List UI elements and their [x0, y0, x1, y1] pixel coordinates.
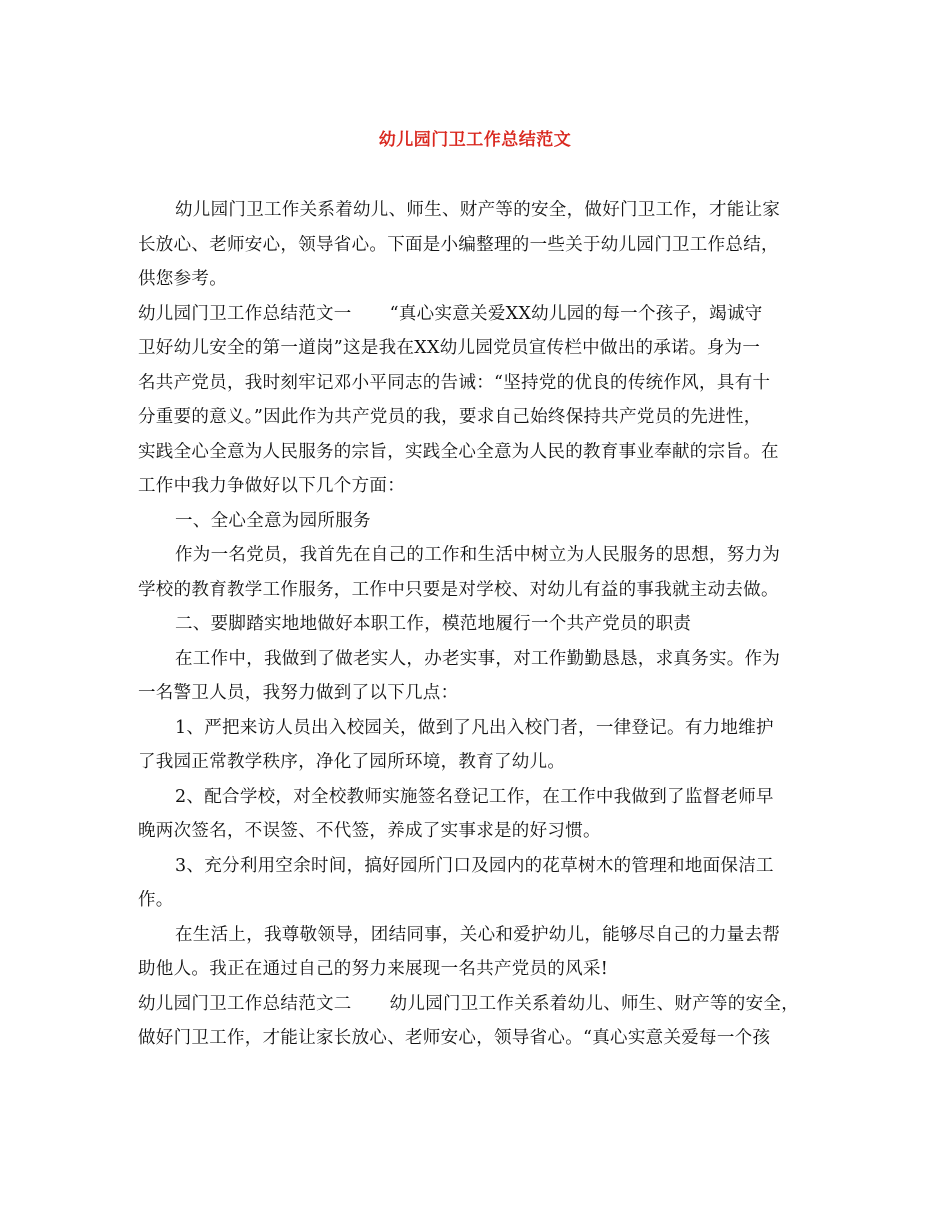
- list-item-line: 2、配合学校，对全校教师实施签名登记工作，在工作中我做到了监督老师早: [175, 786, 774, 807]
- paragraph-line: 名共产党员，我时刻牢记邓小平同志的告诫：“坚持党的优良的传统作风，具有十: [138, 372, 771, 393]
- paragraph-text: “真心实意关爱XX幼儿园的每一个孩子，竭诚守: [389, 303, 763, 324]
- list-item-line: 1、严把来访人员出入校园关，做到了凡出入校门者，一律登记。有力地维护: [175, 717, 774, 738]
- subheading-line: 二、要脚踏实地地做好本职工作，模范地履行一个共产党员的职责: [175, 614, 692, 634]
- paragraph-line: 长放心、老师安心，领导省心。下面是小编整理的一些关于幼儿园门卫工作总结，: [138, 234, 779, 255]
- list-item-line: 作。: [138, 890, 174, 910]
- paragraph-line: 在生活上，我尊敬领导，团结同事，关心和爱护幼儿，能够尽自己的力量去帮: [175, 924, 781, 945]
- paragraph-line: 幼儿园门卫工作关系着幼儿、师生、财产等的安全，做好门卫工作，才能让家: [175, 200, 781, 220]
- section-heading-line: [138, 297, 822, 332]
- subheading-line: 一、全心全意为园所服务: [175, 510, 371, 531]
- list-item-line: 晚两次签名，不误签、不代签，养成了实事求是的好习惯。: [138, 821, 601, 841]
- paragraph-line: 卫好幼儿安全的第一道岗”这是我在XX幼儿园党员宣传栏中做出的承诺。身为一: [138, 338, 761, 358]
- paragraph-line: 作为一名党员，我首先在自己的工作和生活中树立为人民服务的思想，努力为: [175, 545, 781, 565]
- paragraph-line: 供您参考。: [138, 269, 227, 289]
- document-body: [138, 193, 822, 1056]
- paragraph-line: 助他人。我正在通过自己的努力来展现一名共产党员的风采!: [138, 959, 609, 979]
- paragraph-text: 幼儿园门卫工作关系着幼儿、师生、财产等的安全，: [389, 993, 800, 1014]
- paragraph-line: 工作中我力争做好以下几个方面：: [138, 476, 405, 496]
- document-title: 幼儿园门卫工作总结范文: [378, 130, 572, 150]
- paragraph-line: 学校的教育教学工作服务，工作中只要是对学校、对幼儿有益的事我就主动去做。: [138, 579, 779, 600]
- paragraph-line: 分重要的意义。”因此作为共产党员的我，要求自己始终保持共产党员的先进性，: [138, 407, 762, 427]
- paragraph-line: 在工作中，我做到了做老实人，办老实事，对工作勤勤恳恳，求真务实。作为: [175, 648, 781, 669]
- paragraph-line: 做好门卫工作，才能让家长放心、老师安心，领导省心。“真心实意关爱每一个孩: [138, 1028, 771, 1048]
- paragraph-line: 一名警卫人员，我努力做到了以下几点：: [138, 683, 459, 703]
- paragraph-line: 实践全心全意为人民服务的宗旨，实践全心全意为人民的教育事业奉献的宗旨。在: [138, 441, 779, 462]
- section-heading-line: [138, 987, 822, 1022]
- list-item-line: 了我园正常教学秩序，净化了园所环境，教育了幼儿。: [138, 752, 566, 772]
- section-heading: 幼儿园门卫工作总结范文二: [138, 993, 352, 1014]
- list-item-line: 3、充分利用空余时间，搞好园所门口及园内的花草树木的管理和地面保洁工: [175, 855, 774, 876]
- section-heading: 幼儿园门卫工作总结范文一: [138, 303, 352, 324]
